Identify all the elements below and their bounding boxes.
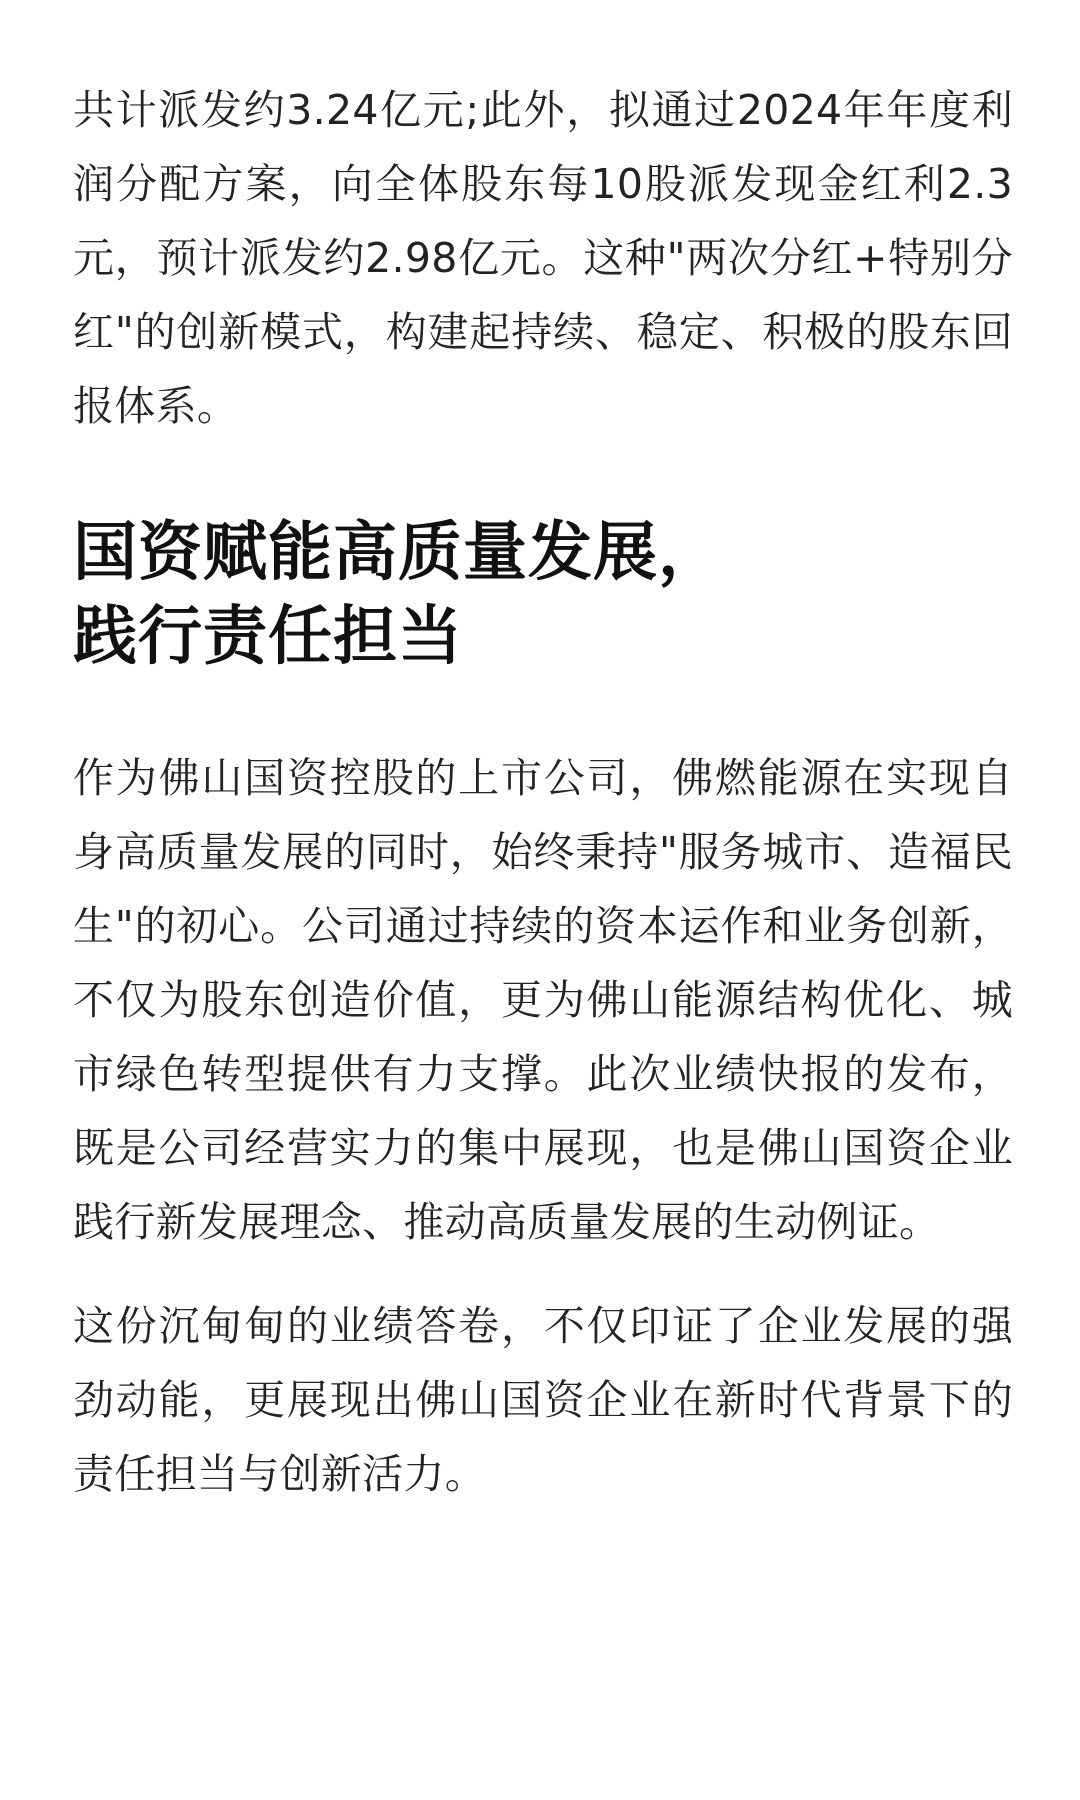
section-heading-line-1: 国资赋能高质量发展， <box>73 516 723 590</box>
article-body <box>73 73 1013 1511</box>
section-heading-line-2: 践行责任担当 <box>73 600 463 674</box>
section-heading <box>73 511 1013 679</box>
paragraph-state-capital: 作为佛山国资控股的上市公司，佛燃能源在实现自身高质量发展的同时，始终秉持"服务城市、造福民生"的初心。公司通过持续的资本运作和业务创新，不仅为股东创造价值，更为佛山能源结构优化、城市绿色转型提供有力支撑。此次业绩快报的发布，既是公司经营实力的集中展现，也是佛山国资企业践行新发展理念、推动高质量发展的生动例证。 <box>73 754 1013 1246</box>
paragraph-conclusion: 这份沉甸甸的业绩答卷，不仅印证了企业发展的强劲动能，更展现出佛山国资企业在新时代背景下的责任担当与创新活力。 <box>73 1302 1013 1498</box>
paragraph-dividend: 共计派发约3.24亿元;此外，拟通过2024年年度利润分配方案，向全体股东每10股派发现金红利2.3元，预计派发约2.98亿元。这种"两次分红+特别分红"的创新模式，构建起持续、稳定、积极的股东回报体系。 <box>73 86 1013 430</box>
